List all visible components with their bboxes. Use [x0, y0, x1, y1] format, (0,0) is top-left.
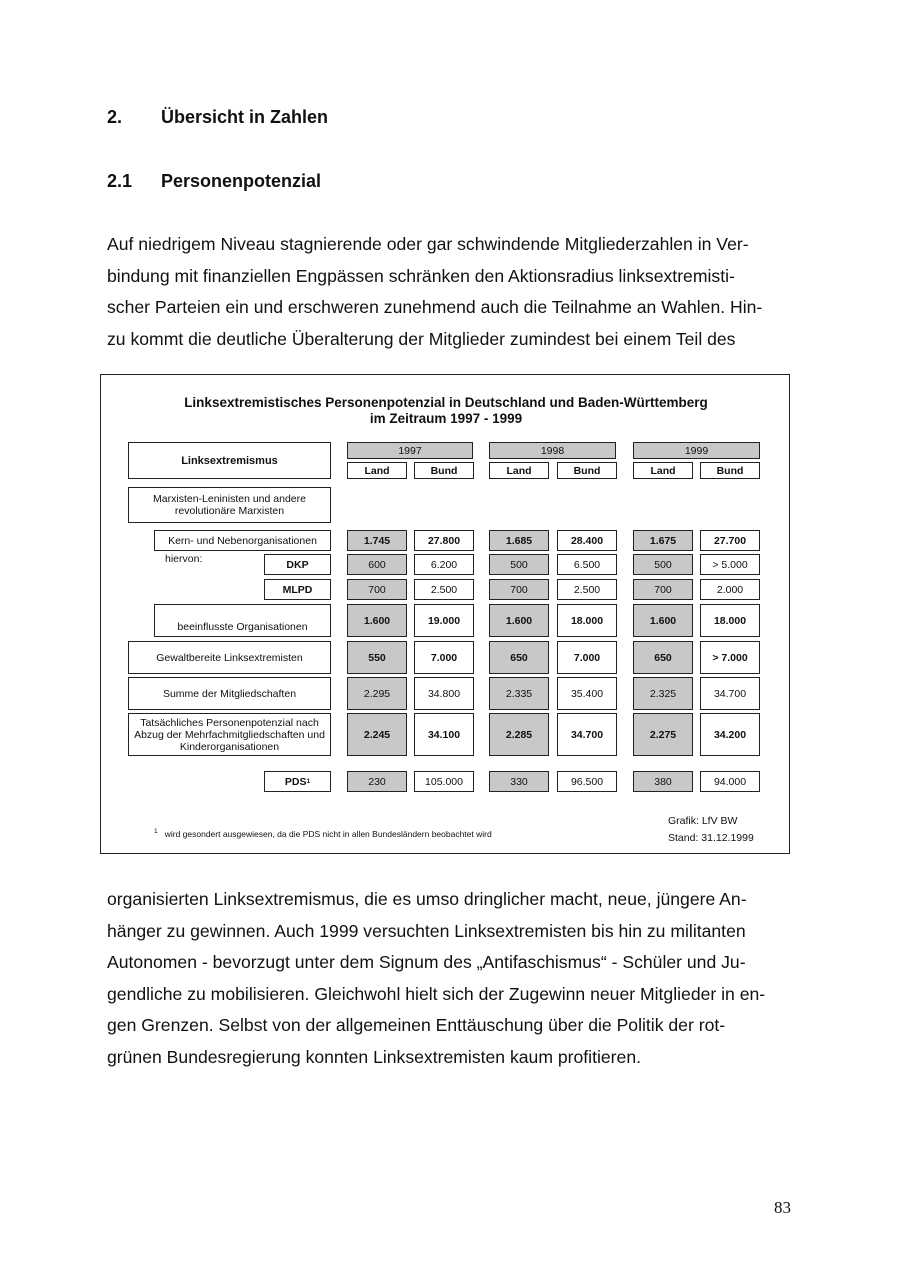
- subsection-heading: [107, 171, 321, 192]
- figure-date: Stand: 31.12.1999: [668, 832, 754, 844]
- paragraph-line: gen Grenzen. Selbst von der allgemeinen Enttäuschung über die Politik der rot-: [107, 1015, 726, 1035]
- table-cell: 94.000: [700, 771, 760, 792]
- table-cell: 18.000: [700, 604, 760, 637]
- year-header-1999: 1999: [633, 442, 760, 459]
- table-cell: 34.200: [700, 713, 760, 756]
- row-label-beeinflusst: beeinflusste Organisationen: [154, 604, 331, 637]
- row-label-mlpd: MLPD: [264, 579, 331, 600]
- table-cell: 19.000: [414, 604, 474, 637]
- table-cell: 27.700: [700, 530, 760, 551]
- table-cell: 650: [633, 641, 693, 674]
- pds-label-text: PDS: [284, 775, 307, 788]
- table-cell: 1.745: [347, 530, 407, 551]
- paragraph-line: scher Parteien ein und erschweren zunehmend auch die Teilnahme an Wahlen. Hin-: [107, 297, 763, 317]
- row-label-gewalt: Gewaltbereite Linksextremisten: [128, 641, 331, 674]
- table-cell: 2.285: [489, 713, 549, 756]
- table-cell: 500: [489, 554, 549, 575]
- table-cell: 330: [489, 771, 549, 792]
- subheader-land: Land: [489, 462, 549, 479]
- paragraph-line: Autonomen - bevorzugt unter dem Signum des „Antifaschismus“ - Schüler und Ju-: [107, 952, 746, 972]
- row-label-kern: Kern- und Nebenorganisationen: [154, 530, 331, 551]
- paragraph-2: [107, 884, 797, 1073]
- table-cell: > 5.000: [700, 554, 760, 575]
- row-label-tatsaechlich: Tatsächliches Personenpotenzial nach Abzug der Mehrfachmitgliedschaften und Kinderorganisationen: [128, 713, 331, 756]
- subsection-number: 2.1: [107, 171, 133, 191]
- table-cell: 27.800: [414, 530, 474, 551]
- subsection-title: Personenpotenzial: [161, 171, 322, 191]
- table-cell: 2.295: [347, 677, 407, 710]
- table-cell: 700: [489, 579, 549, 600]
- table-cell: 1.600: [633, 604, 693, 637]
- year-header-1997: 1997: [347, 442, 473, 459]
- row-label-dkp: DKP: [264, 554, 331, 575]
- pds-footnote-mark: 1: [306, 777, 311, 785]
- table-cell: 6.500: [557, 554, 617, 575]
- table-cell: 2.500: [557, 579, 617, 600]
- table-cell: 96.500: [557, 771, 617, 792]
- table-cell: 6.200: [414, 554, 474, 575]
- year-header-1998: 1998: [489, 442, 616, 459]
- table-cell: 34.100: [414, 713, 474, 756]
- page-number: 83: [774, 1198, 791, 1217]
- paragraph-line: grünen Bundesregierung konnten Linksextremisten kaum profitieren.: [107, 1046, 641, 1067]
- table-cell: 18.000: [557, 604, 617, 637]
- paragraph-line: bindung mit finanziellen Engpässen schränken den Aktionsradius linksextremisti-: [107, 265, 735, 286]
- figure-title-line1: Linksextremistisches Personenpotenzial in Deutschland und Baden-Württemberg: [184, 395, 708, 410]
- subheader-land: Land: [347, 462, 407, 479]
- table-cell: 2.275: [633, 713, 693, 756]
- paragraph-line: zu kommt die deutliche Überalterung der Mitglieder zumindest bei einem Teil des: [107, 328, 736, 349]
- figure-title-line2: im Zeitraum 1997 - 1999: [369, 411, 523, 426]
- figure-source: Grafik: LfV BW: [668, 815, 738, 827]
- table-cell: 35.400: [557, 677, 617, 710]
- table-cell: 28.400: [557, 530, 617, 551]
- section-number: 2.: [107, 107, 123, 127]
- table-cell: 500: [633, 554, 693, 575]
- section-title: Übersicht in Zahlen: [161, 107, 329, 127]
- table-cell: 700: [347, 579, 407, 600]
- statistics-figure: [100, 374, 790, 854]
- table-cell: 380: [633, 771, 693, 792]
- row-label-summe: Summe der Mitgliedschaften: [128, 677, 331, 710]
- footnote-mark: 1: [154, 828, 158, 835]
- table-cell: 2.500: [414, 579, 474, 600]
- table-cell: 650: [489, 641, 549, 674]
- footnote-text: wird gesondert ausgewiesen, da die PDS nicht in allen Bundesländern beobachtet wird: [164, 828, 492, 839]
- table-cell: 7.000: [557, 641, 617, 674]
- paragraph-1: [107, 229, 797, 355]
- table-cell: 550: [347, 641, 407, 674]
- table-cell: 600: [347, 554, 407, 575]
- subheader-bund: Bund: [414, 462, 474, 479]
- subheader-bund: Bund: [557, 462, 617, 479]
- subheader-land: Land: [633, 462, 693, 479]
- group-label-box: Marxisten-Leninisten und andere revolutionäre Marxisten: [128, 487, 331, 523]
- table-cell: 1.600: [489, 604, 549, 637]
- table-cell: 34.700: [700, 677, 760, 710]
- table-cell: 105.000: [414, 771, 474, 792]
- table-cell: 34.700: [557, 713, 617, 756]
- table-cell: 2.335: [489, 677, 549, 710]
- table-cell: 7.000: [414, 641, 474, 674]
- subheader-bund: Bund: [700, 462, 760, 479]
- paragraph-line: gendliche zu mobilisieren. Gleichwohl hielt sich der Zugewinn neuer Mitglieder in en-: [107, 983, 766, 1004]
- table-cell: 2.000: [700, 579, 760, 600]
- hiervon-label: hiervon:: [165, 553, 203, 565]
- header-label-box: Linksextremismus: [128, 442, 331, 479]
- table-cell: 2.245: [347, 713, 407, 756]
- section-heading: [107, 107, 328, 128]
- table-cell: 2.325: [633, 677, 693, 710]
- table-cell: 1.685: [489, 530, 549, 551]
- table-cell: 34.800: [414, 677, 474, 710]
- paragraph-line: Auf niedrigem Niveau stagnierende oder gar schwindende Mitgliederzahlen in Ver-: [107, 234, 749, 254]
- table-cell: > 7.000: [700, 641, 760, 674]
- footnote: [154, 828, 492, 839]
- table-cell: 1.600: [347, 604, 407, 637]
- paragraph-line: organisierten Linksextremismus, die es umso dringlicher macht, neue, jüngere An-: [107, 889, 747, 909]
- table-cell: 700: [633, 579, 693, 600]
- table-cell: 230: [347, 771, 407, 792]
- row-label-pds: [264, 771, 331, 792]
- table-cell: 1.675: [633, 530, 693, 551]
- paragraph-line: hänger zu gewinnen. Auch 1999 versuchten Linksextremisten bis hin zu militanten: [107, 920, 746, 941]
